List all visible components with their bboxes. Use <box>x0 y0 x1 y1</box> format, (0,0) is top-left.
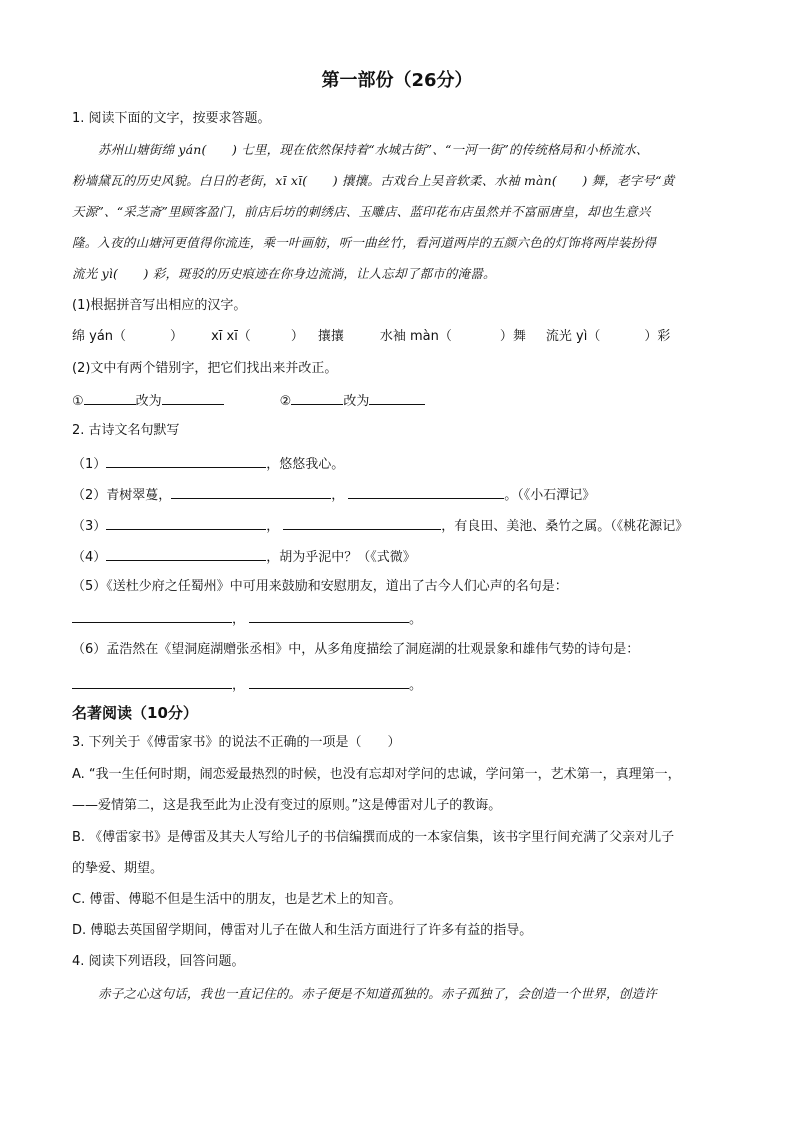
q1-passage-line-2: 粉墙黛瓦的历史风貌。白日的老街，xī xī( ) 攘攘。古戏台上吴音软柔、水袖 màn( ) 舞，老字号“黄 <box>72 173 675 188</box>
q2-item-5-tail: 。 <box>409 612 423 627</box>
q2-item-3-blank-a[interactable] <box>106 516 266 530</box>
fix-1-label: 改为 <box>135 394 162 409</box>
q1-prompt: 1. 阅读下面的文字，按要求答题。 <box>72 111 271 126</box>
q3-option-b-line-1[interactable]: B. 《傅雷家书》是傅雷及其夫人写给儿子的书信编撰而成的一本家信集，该书字里行间充满了父亲对儿子 <box>72 830 675 845</box>
pinyin-xixi-label: xī xī（ <box>211 329 251 344</box>
q2-item-3-number: （3） <box>72 519 107 534</box>
q4-prompt: 4. 阅读下列语段，回答问题。 <box>72 954 245 969</box>
q2-item-3-mid: ， <box>266 519 280 534</box>
q1-sub2: (2)文中有两个错别字，把它们找出来并改正。 <box>72 361 338 376</box>
q3-option-b-line-2[interactable]: 的挚爱、期望。 <box>72 861 164 876</box>
fix-1-correct-blank[interactable] <box>162 391 224 405</box>
q2-item-6-blank-b[interactable] <box>249 675 409 689</box>
pinyin-man-close: ）舞 <box>499 329 526 344</box>
q2-item-1-blank[interactable] <box>106 454 266 468</box>
fix-1-marker: ① <box>72 394 84 409</box>
q2-item-2-blank-b[interactable] <box>348 485 504 499</box>
q2-item-1-tail: ，悠悠我心。 <box>266 457 345 472</box>
q3-prompt: 3. 下列关于《傅雷家书》的说法不正确的一项是（ ） <box>72 735 401 750</box>
fix-2-correct-blank[interactable] <box>369 391 425 405</box>
q2-item-3-tail: ，有良田、美池、桑竹之属。（《桃花源记》 <box>441 519 689 534</box>
pinyin-yan-close: ） <box>170 329 184 344</box>
q2-item-5-blank-b[interactable] <box>249 609 409 623</box>
q2-item-5-answer <box>72 609 422 629</box>
q2-item-4 <box>72 547 416 567</box>
q2-item-6-blank-a[interactable] <box>72 675 232 689</box>
q1-passage-line-5: 流光 yì( ) 彩，斑驳的历史痕迹在你身边流淌，让人忘却了都市的淹嚣。 <box>72 266 496 281</box>
q2-item-4-blank[interactable] <box>106 547 266 561</box>
q2-item-2-head: （2）青树翠蔓， <box>72 488 172 503</box>
page-title: 第一部份（26分） <box>321 70 473 91</box>
pinyin-xixi-close: ） <box>290 329 304 344</box>
pinyin-yi-label: 流光 yì（ <box>545 329 601 344</box>
pinyin-yan-label: 绵 yán（ <box>72 329 127 344</box>
q3-option-a-line-2[interactable]: ——爱情第二，这是我至此为止没有变过的原则。”这是傅雷对儿子的教诲。 <box>72 798 502 813</box>
q2-item-2-blank-a[interactable] <box>171 485 331 499</box>
q2-item-2-tail: 。（《小石潭记》 <box>504 488 596 503</box>
q2-item-6-mid: ， <box>232 678 246 693</box>
q3-option-a-line-1[interactable]: A. “我一生任何时期，闹恋爱最热烈的时候，也没有忘却对学问的忠诚，学问第一，艺术第一，真理第一， <box>72 767 681 782</box>
q2-item-6-tail: 。 <box>409 678 423 693</box>
q2-item-5: （5）《送杜少府之任蜀州》中可用来鼓励和安慰朋友，道出了古今人们心声的名句是： <box>72 579 568 594</box>
q2-item-2 <box>72 485 595 505</box>
section-heading-classics: 名著阅读（10分） <box>72 704 198 722</box>
q1-fix-row <box>72 391 425 411</box>
q1-passage-line-1: 苏州山塘街绵 yán( ) 七里，现在依然保持着“水城古街”、“一河一街”的传统格局和小桥流水、 <box>98 142 649 157</box>
q2-item-4-number: （4） <box>72 550 107 565</box>
q2-item-5-comma: ， <box>232 612 246 627</box>
q2-prompt: 2. 古诗文名句默写 <box>72 423 180 438</box>
q1-passage-line-4: 隆。入夜的山塘河更值得你流连，乘一叶画舫，听一曲丝竹，看河道两岸的五颜六色的灯饰将两岸装扮得 <box>72 235 657 250</box>
pinyin-yi-close: ）彩 <box>644 329 671 344</box>
fix-1-wrong-blank[interactable] <box>84 391 136 405</box>
q2-item-5-blank-a[interactable] <box>72 609 232 623</box>
q3-option-c[interactable]: C. 傅雷、傅聪不但是生活中的朋友，也是艺术上的知音。 <box>72 892 402 907</box>
q1-sub1: (1)根据拼音写出相应的汉字。 <box>72 298 247 313</box>
q2-item-6: （6）孟浩然在《望洞庭湖赠张丞相》中，从多角度描绘了洞庭湖的壮观景象和雄伟气势的诗句是： <box>72 642 640 657</box>
q2-item-3 <box>72 516 688 536</box>
q2-item-6-answer <box>72 675 422 695</box>
q2-item-3-blank-b[interactable] <box>283 516 441 530</box>
fix-2-label: 改为 <box>343 394 370 409</box>
q2-item-1-number: （1） <box>72 457 107 472</box>
q2-item-4-tail: ，胡为乎泥中？（《式微》 <box>266 550 416 565</box>
q3-option-d[interactable]: D. 傅聪去英国留学期间，傅雷对儿子在做人和生活方面进行了许多有益的指导。 <box>72 923 533 938</box>
pinyin-man-label: 水袖 màn（ <box>379 329 452 344</box>
q2-item-2-mid: ， <box>331 488 345 503</box>
pinyin-rangrang: 攘攘 <box>317 329 344 344</box>
q1-passage-line-3: 天源”、“采芝斋”里顾客盈门，前店后坊的刺绣店、玉雕店、蓝印花布店虽然并不富丽唐皇，却也生意兴 <box>72 204 651 219</box>
q1-pinyin-row <box>72 328 670 346</box>
fix-2-marker: ② <box>279 394 292 409</box>
q2-item-1 <box>72 454 344 474</box>
q4-passage-line-1: 赤子之心这句话，我也一直记住的。赤子便是不知道孤独的。赤子孤独了，会创造一个世界，创造许 <box>98 986 657 1001</box>
fix-2-wrong-blank[interactable] <box>291 391 343 405</box>
